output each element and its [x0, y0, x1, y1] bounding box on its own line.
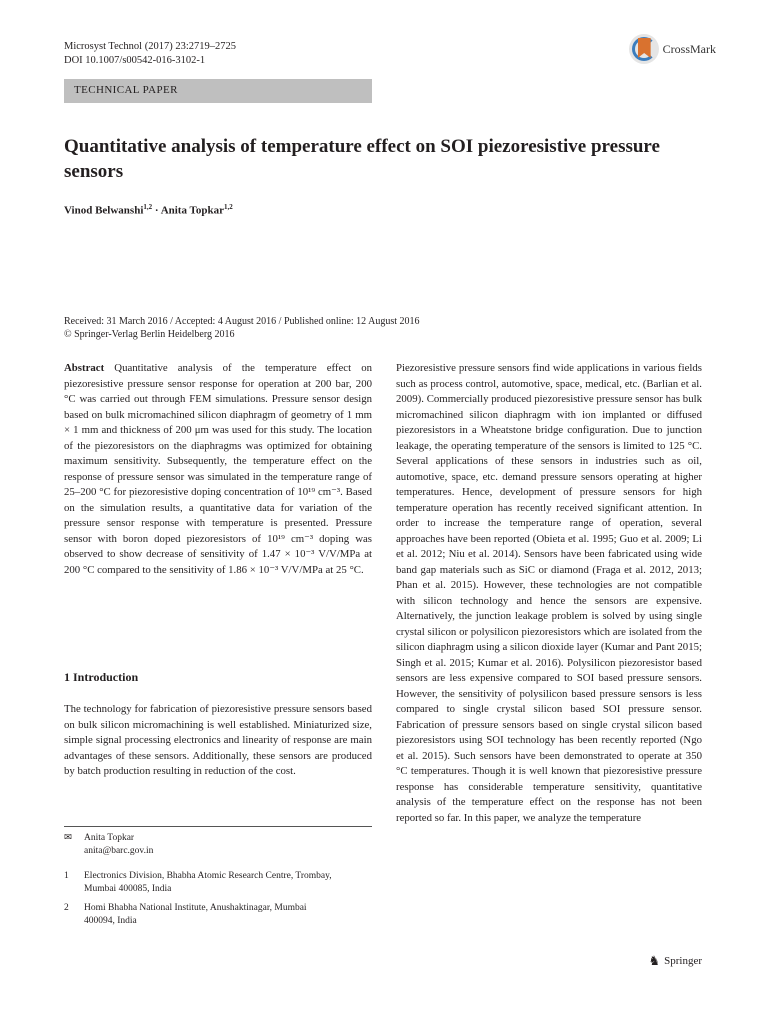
- copyright: © Springer-Verlag Berlin Heidelberg 2016: [64, 329, 235, 340]
- affiliation-number: 2: [64, 903, 69, 913]
- section-label-bar: [64, 79, 372, 103]
- author-affiliation: 1,2: [223, 203, 233, 211]
- journal-citation: Microsyst Technol (2017) 23:2719–2725: [64, 41, 237, 52]
- author-name[interactable]: Vinod Belwanshi: [64, 204, 144, 217]
- affiliation-text: Homi Bhabha National Institute, Anushaktinagar, Mumbai 400094, India: [84, 903, 307, 926]
- paper-title: Quantitative analysis of temperature effect on SOI piezoresistive pressure sensors: [64, 136, 660, 182]
- crossmark-badge[interactable]: [629, 34, 716, 64]
- envelope-icon: ✉: [64, 833, 72, 843]
- publisher-footer: [648, 953, 702, 969]
- intro-paragraph: [64, 702, 372, 780]
- corresponding-name: Anita Topkar: [84, 833, 135, 843]
- doi[interactable]: DOI 10.1007/s00542-016-3102-1: [64, 55, 206, 66]
- author-name[interactable]: Anita Topkar: [160, 204, 224, 217]
- section-heading: 1 Introduction: [64, 670, 139, 684]
- publisher-name: Springer: [664, 955, 702, 967]
- journal-meta: [64, 40, 236, 68]
- affiliation-text: Electronics Division, Bhabha Atomic Research Centre, Trombay, Mumbai 400085, India: [84, 871, 332, 894]
- abstract-label: Abstract: [64, 362, 105, 374]
- corresponding-author: [64, 832, 153, 857]
- intro-continued: [396, 361, 702, 826]
- publication-dates: [64, 315, 420, 341]
- abstract-text: Quantitative analysis of the temperature effect on piezoresistive pressure sensor response for operation at 200 bar, 200 °C was carried out through FEM simulations. Pressure sensor design based on bulk micromachined silicon diaphragm of geometry of 1 mm × 1 mm and thickness of 200 μm was used for this study. The location of the piezoresistors on the diaphragms was optimized for obtaining maximum sensitivity. Subsequently, the temperature effect on the response of pressure sensor was simulated in the temperature range of 25–200 °C for piezoresistive doping concentration of 10¹⁹ cm⁻³. Based on the simulation results, a quantitative data for variation of the pressure sensor response with temperature is presented. Pressure sensor with boron doped piezoresistors of 10¹⁹ cm⁻³ doping was observed to show decrease of sensitivity of 1.47 × 10⁻³ V/V/MPa at 200 °C compared to the sensitivity of 1.86 × 10⁻³ V/V/MPa at 25 °C.: [64, 362, 372, 576]
- affiliation-1: [64, 870, 354, 895]
- history-dates: Received: 31 March 2016 / Accepted: 4 August 2016 / Published online: 12 August 2016: [64, 316, 420, 327]
- corresponding-email[interactable]: anita@barc.gov.in: [84, 845, 154, 856]
- crossmark-icon: [629, 34, 659, 64]
- affiliation-2: [64, 902, 334, 927]
- crossmark-label: CrossMark: [662, 41, 716, 56]
- author-list: [64, 203, 233, 217]
- abstract: [64, 361, 372, 578]
- footnote-rule: [64, 826, 372, 827]
- springer-horse-icon: ♞: [648, 953, 661, 968]
- intro-continued-text: Piezoresistive pressure sensors find wide applications in various fields such as process control, automotive, space, medical, etc. (Barlian et al. 2009). Commercially produced piezoresistive pressure sensor has bulk micromachined silicon diaphragm with ion implanted or diffused piezoresistors in a Wheatstone bridge configuration. Due to junction leakage, the operating temperature of the sensors is limited to 125 °C. Several applications of these sensors in industries such as oil, automotive, space, etc. demand pressure sensors operating at higher temperatures. Hence, development of pressure sensors for high temperature operation has recently received significant attention. In order to increase the temperature range of operation, several approaches have been reported (Obieta et al. 1995; Guo et al. 2009; Li et al. 2012; Niu et al. 2014). Sensors have been fabricated using wide band gap materials such as SiC or diamond (Fraga et al. 2012, 2013; Phan et al. 2015). However, these technologies are not compatible with silicon technology and hence the sensors are expensive. Alternatively, the junction leakage problem is solved by using single crystal silicon or polysilicon piezoresistors which are isolated from the silicon diaphragm using a silicon dioxide layer (Kumar and Pant 2015; Singh et al. 2015; Kumar et al. 2016). Polysilicon piezoresistor based sensors are less expensive compared to SOI based pressure sensors. However, the sensitivity of polysilicon based pressure sensors is less compared to single crystal silicon based SOI pressure sensor. Fabrication of pressure sensors based on single crystal silicon based piezoresistors using SOI technology has been recently reported (Ngo et al. 2015). Such sensors have been demonstrated to operate at 350 °C temperatures. Though it is well known that piezoresistive pressure response has considerable temperature sensitivity, quantitative analysis of the temperature effect on the response has not been reported so far. In this paper, we analyze the temperature: [396, 362, 702, 824]
- intro-text: The technology for fabrication of piezoresistive pressure sensors based on bulk silicon micromachining is well established. Miniaturized size, simple signal processing electronics and linearity of response are main advantages of these sensors. Additionally, these sensors are produced by batch production resulting in reduction of the cost.: [64, 703, 372, 777]
- affiliation-number: 1: [64, 871, 69, 881]
- section-label: TECHNICAL PAPER: [74, 84, 178, 96]
- author-affiliation: 1,2: [143, 203, 153, 211]
- author-separator: ·: [152, 204, 161, 217]
